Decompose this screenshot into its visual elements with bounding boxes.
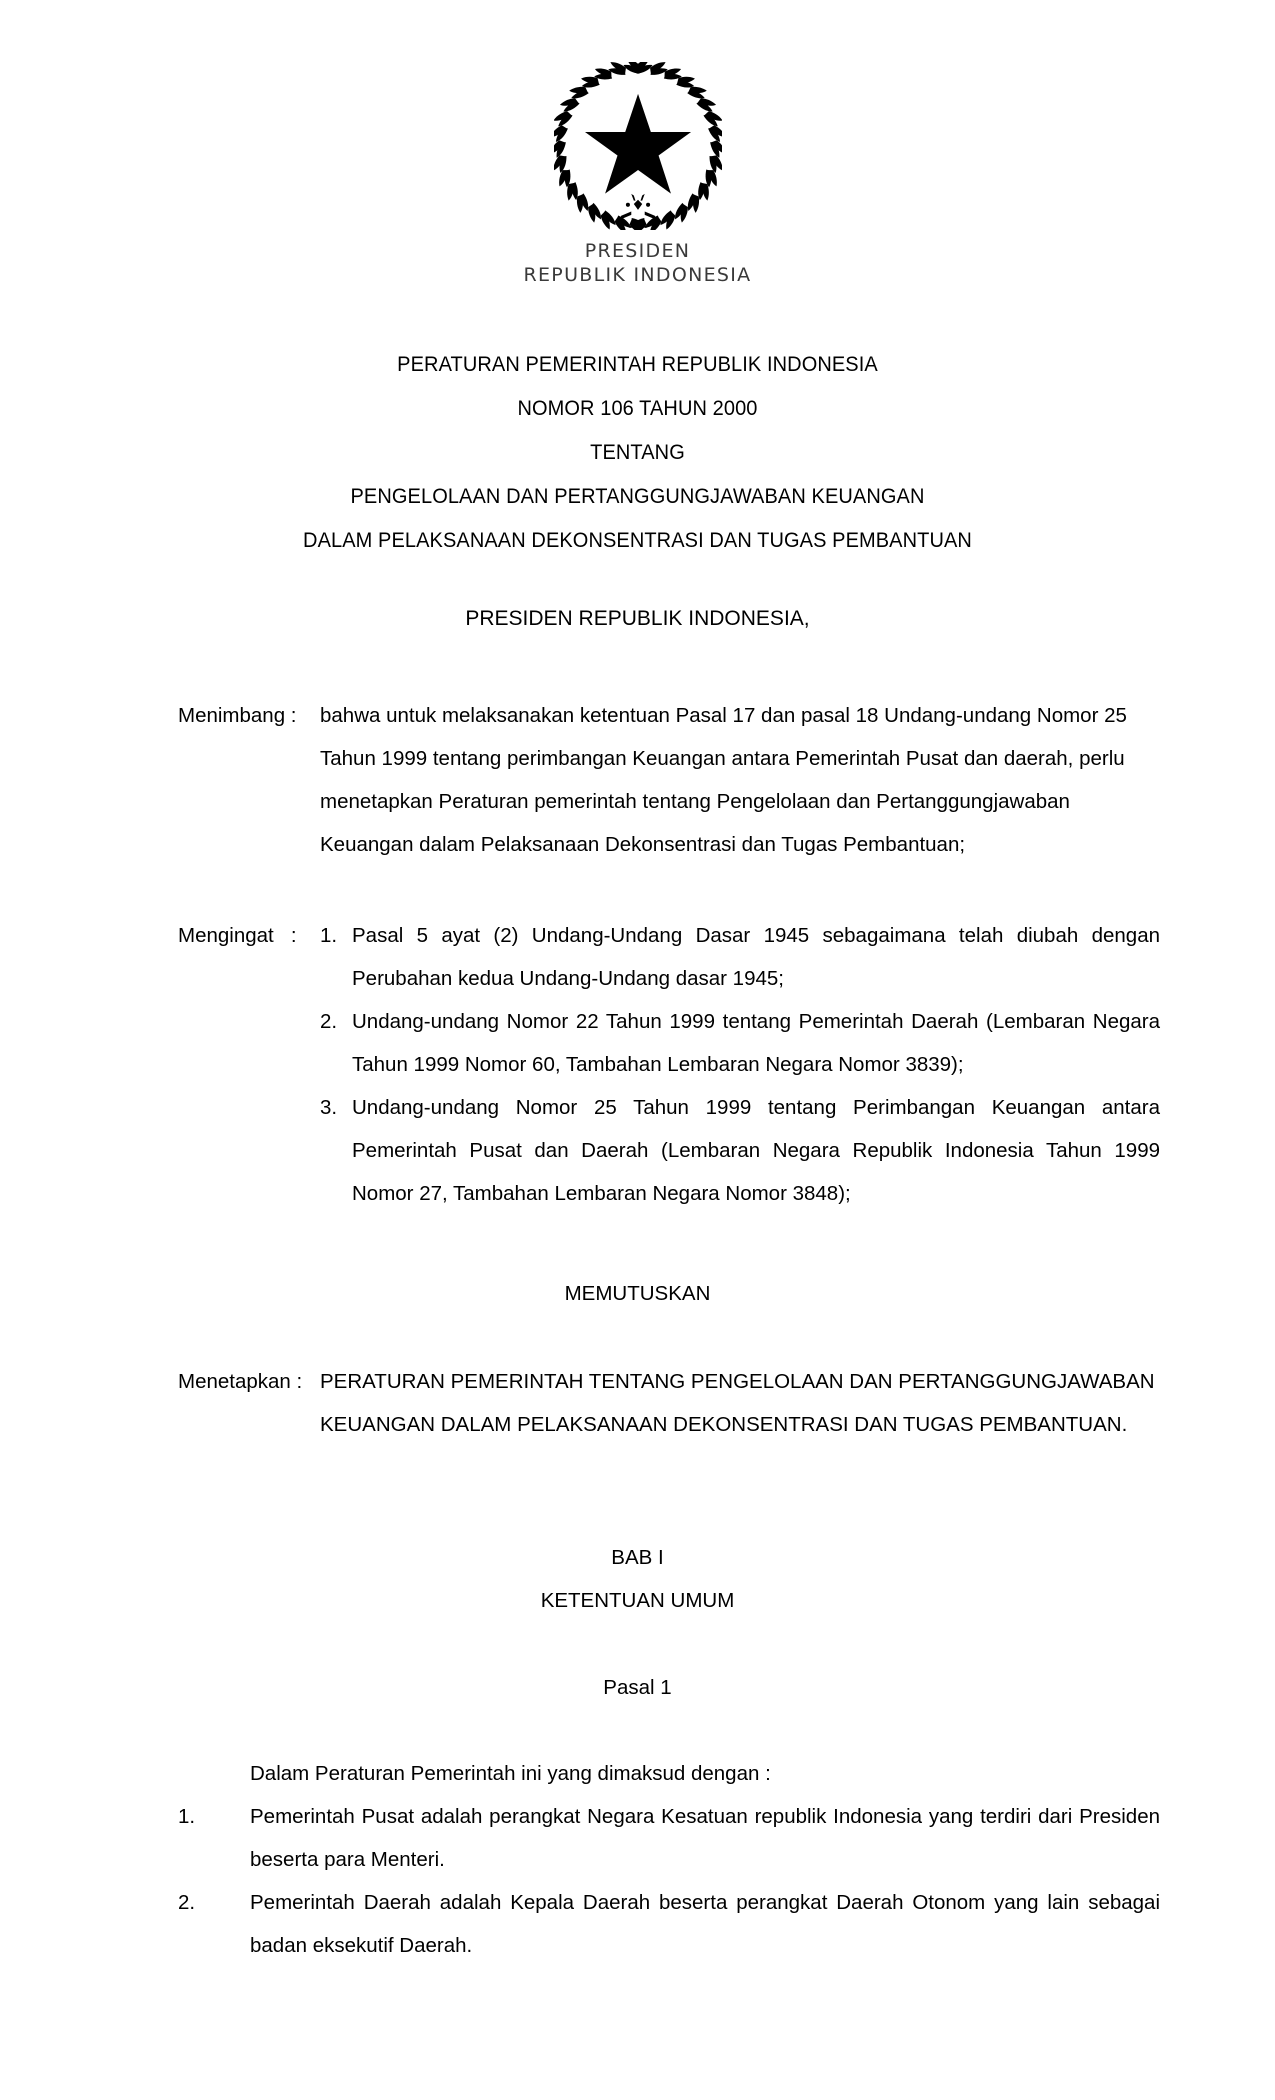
- clause-body-menimbang: [320, 694, 1160, 866]
- clause-body-mengingat: [320, 914, 1160, 1215]
- heading-pasal: Pasal 1: [603, 1676, 672, 1699]
- salutation-presiden-republik-indonesia: PRESIDEN REPUBLIK INDONESIA,: [465, 607, 810, 630]
- star-laurel-wreath-emblem: [554, 62, 722, 230]
- clause-mengingat: [178, 914, 1160, 1215]
- title-line-tentang: TENTANG: [590, 440, 685, 464]
- clause-body-menetapkan: [320, 1360, 1160, 1446]
- title-line-peraturan: PERATURAN PEMERINTAH REPUBLIK INDONESIA: [397, 352, 878, 376]
- menetapkan-text: PERATURAN PEMERINTAH TENTANG PENGELOLAAN DAN PERTANGGUNGJAWABAN KEUANGAN DALAM PELAKSANAAN DEKONSENTRASI DAN TUGAS PEMBANTUAN.: [320, 1370, 1155, 1436]
- title-line-subject-1: PENGELOLAAN DAN PERTANGGUNGJAWABAN KEUANGAN: [350, 484, 925, 508]
- title-line-nomor: NOMOR 106 TAHUN 2000: [517, 396, 758, 420]
- list-item: [178, 1795, 1160, 1881]
- list-item-text: Undang-undang Nomor 25 Tahun 1999 tentang Perimbangan Keuangan antara Pemerintah Pusat dan Daerah (Lembaran Negara Republik Indonesia Tahun 1999 Nomor 27, Tambahan Lembaran Negara Nomor 3848);: [352, 1096, 1160, 1205]
- emblem-caption: [0, 239, 1275, 287]
- list-item: [320, 1000, 1160, 1086]
- title-line-subject-2: DALAM PELAKSANAAN DEKONSENTRASI DAN TUGAS PEMBANTUAN: [303, 528, 972, 552]
- clause-label-menetapkan: Menetapkan :: [178, 1370, 303, 1393]
- list-item-number: 1.: [320, 924, 338, 947]
- list-item: [178, 1881, 1160, 1967]
- pasal-definition-list: [178, 1795, 1160, 1967]
- emblem-caption-line-republik-indonesia: REPUBLIK INDONESIA: [523, 264, 752, 286]
- pasal-1-body: [178, 1752, 1160, 1967]
- list-item-number: 1.: [178, 1805, 196, 1828]
- list-item: [320, 1086, 1160, 1215]
- clause-menimbang: [178, 694, 1160, 866]
- menimbang-paragraph: bahwa untuk melaksanakan ketentuan Pasal 17 dan pasal 18 Undang-undang Nomor 25 Tahun 1999 tentang perimbangan Keuangan antara Pemerintah Pusat dan daerah, perlu menetapkan Peraturan pemerintah tentang Pengelolaan dan Pertanggungjawaban Keuangan dalam Pelaksanaan Dekonsentrasi dan Tugas Pembantuan;: [320, 704, 1127, 856]
- list-item-number: 2.: [320, 1010, 338, 1033]
- list-item-number: 3.: [320, 1096, 338, 1119]
- pasal-intro-text: Dalam Peraturan Pemerintah ini yang dimaksud dengan :: [250, 1762, 771, 1785]
- list-item-number: 2.: [178, 1891, 196, 1914]
- heading-bab-title: KETENTUAN UMUM: [540, 1589, 735, 1612]
- clause-label-mengingat: Mengingat :: [178, 924, 297, 947]
- list-item-text: Pemerintah Daerah adalah Kepala Daerah beserta perangkat Daerah Otonom yang lain sebagai badan eksekutif Daerah.: [250, 1891, 1160, 1957]
- document-title-block: [0, 342, 1275, 562]
- mengingat-list: [320, 914, 1160, 1215]
- list-item-text: Pemerintah Pusat adalah perangkat Negara Kesatuan republik Indonesia yang terdiri dari Presiden beserta para Menteri.: [250, 1805, 1160, 1871]
- list-item-text: Undang-undang Nomor 22 Tahun 1999 tentang Pemerintah Daerah (Lembaran Negara Tahun 1999 Nomor 60, Tambahan Lembaran Negara Nomor 3839);: [352, 1010, 1160, 1076]
- heading-memutuskan: MEMUTUSKAN: [564, 1282, 711, 1305]
- clause-label-menimbang: Menimbang :: [178, 704, 297, 727]
- list-item: [320, 914, 1160, 1000]
- emblem-caption-line-presiden: PRESIDEN: [584, 240, 691, 262]
- list-item-text: Pasal 5 ayat (2) Undang-Undang Dasar 1945 sebagaimana telah diubah dengan Perubahan kedua Undang-Undang dasar 1945;: [352, 924, 1160, 990]
- emblem-block: [0, 62, 1275, 287]
- heading-bab-number: BAB I: [611, 1546, 664, 1569]
- clause-menetapkan: [178, 1360, 1160, 1446]
